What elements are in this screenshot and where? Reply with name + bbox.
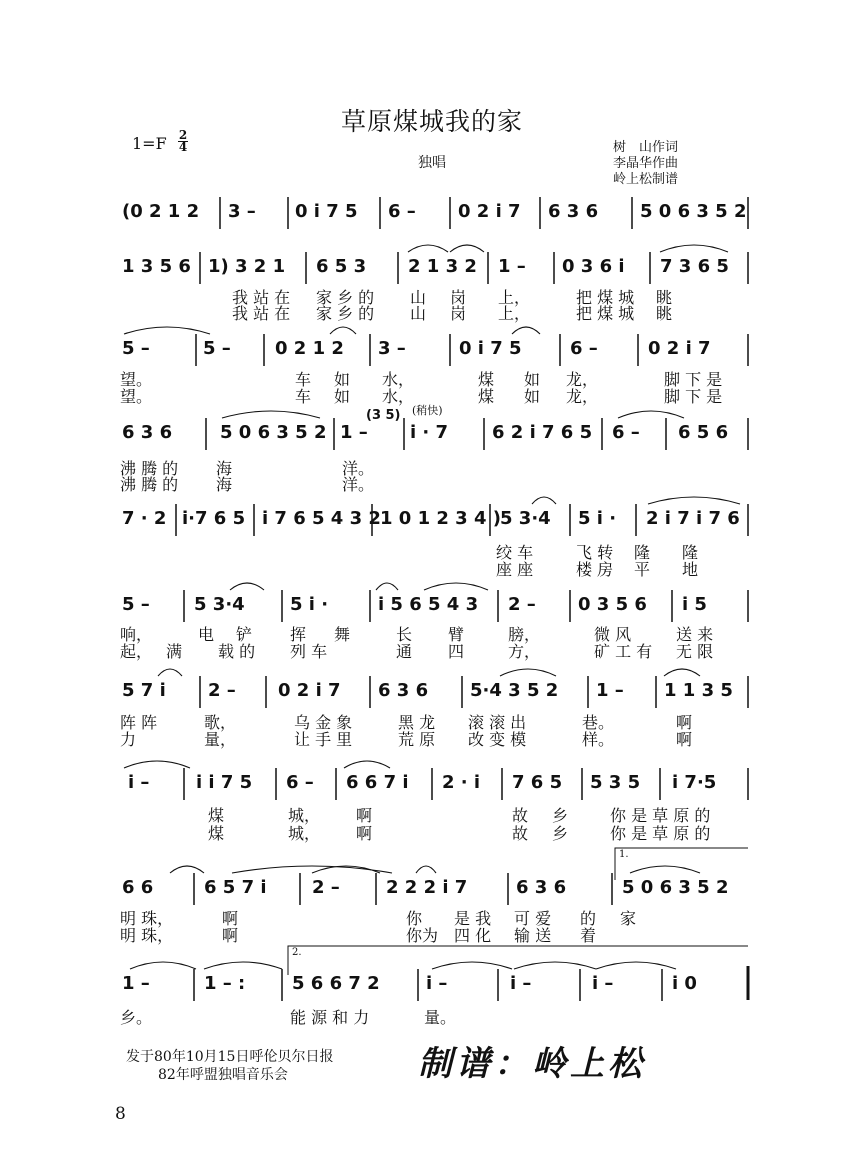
measure-notes: i 7 6 5 4 3 2	[262, 508, 381, 529]
lyric: 如	[524, 370, 541, 389]
lyric: 你 是 草 原 的	[610, 806, 711, 825]
lyric: 四 化	[454, 926, 492, 945]
slur-mark	[664, 669, 700, 676]
key-signature: 1=F	[132, 134, 167, 153]
composer-credit: 李晶华作曲	[613, 156, 679, 171]
lyric: 四	[448, 642, 465, 661]
measure-notes: 0 2 i 7	[278, 680, 341, 701]
slur-mark	[618, 411, 684, 418]
slur-mark	[330, 327, 356, 334]
page-number: 8	[115, 1104, 126, 1124]
lyric: 海	[216, 475, 233, 494]
measure-notes: 5 –	[122, 338, 150, 359]
measure-notes: 0 i 7 5	[459, 338, 522, 359]
slur-mark	[124, 761, 190, 768]
measure-notes: 6 –	[570, 338, 598, 359]
lyric: 水，	[382, 370, 415, 389]
lyric: 水，	[382, 387, 415, 406]
measure-notes: 5 3 5	[590, 772, 641, 793]
lyric: 铲	[236, 625, 253, 644]
slur-mark	[416, 866, 436, 873]
lyric: 啊	[222, 909, 239, 928]
lyric: 家 乡 的	[316, 304, 375, 323]
measure-notes: 5 6 6 7 2	[292, 973, 380, 994]
slur-mark	[424, 583, 488, 590]
measure-notes: i 5	[682, 594, 707, 615]
lyric: 绞 车	[496, 543, 534, 562]
lyric: 乡。	[120, 1008, 153, 1027]
lyric: 平	[634, 560, 651, 579]
lyric: 能 源 和 力	[290, 1008, 370, 1027]
lyricist-credit: 树 山作词	[613, 140, 679, 155]
measure-notes: 2 –	[312, 877, 340, 898]
lyric: 洋。	[342, 459, 375, 478]
lyric: 改 变 模	[468, 730, 527, 749]
measure-notes: 6 3 6	[516, 877, 567, 898]
measure-notes: 5 0 6 3 5 2	[220, 422, 327, 443]
lyric: 的	[580, 909, 597, 928]
lyric: 岗	[450, 288, 467, 307]
measure-notes: i 0	[672, 973, 697, 994]
lyric: 山	[410, 288, 427, 307]
measure-notes: 6 6 7 i	[346, 772, 409, 793]
measure-notes: i –	[592, 973, 614, 994]
slur-mark	[222, 411, 320, 418]
lyric: 城，	[288, 806, 321, 825]
publication-note: 发于80年10月15日呼伦贝尔日报	[126, 1049, 334, 1065]
lyric: 啊	[676, 730, 693, 749]
slur-mark	[596, 962, 676, 969]
transcriber-credit: 岭上松制谱	[613, 172, 679, 187]
lyric: 微 风	[594, 625, 632, 644]
lyric: 楼 房	[576, 560, 614, 579]
lyric: 煤	[208, 824, 225, 843]
slur-mark	[630, 866, 700, 873]
lyric: 乡	[552, 824, 569, 843]
lyric: 列 车	[290, 642, 328, 661]
lyric: 岗	[450, 304, 467, 323]
lyric: 故	[512, 824, 529, 843]
lyric: 望。	[120, 370, 153, 389]
lyric: 阵 阵	[120, 713, 158, 732]
lyric: 啊	[676, 713, 693, 732]
measure-notes: 6 3 6	[378, 680, 429, 701]
lyric: 乡	[552, 806, 569, 825]
measure-notes: 6 –	[612, 422, 640, 443]
measure-notes: 6 5 7 i	[204, 877, 267, 898]
lyric: 巷。	[582, 713, 615, 732]
song-title: 草原煤城我的家	[340, 107, 523, 136]
lyric: 车	[295, 387, 312, 406]
measure-notes: i·7 6 5	[182, 508, 246, 529]
measure-notes: 1 1 3 5	[664, 680, 733, 701]
measure-notes: 6 3 6	[122, 422, 173, 443]
lyric: 方，	[508, 642, 541, 661]
measure-notes: 6 3 6	[548, 201, 599, 222]
measure-notes: 3 –	[228, 201, 256, 222]
lyric: 无 限	[676, 642, 714, 661]
lyric: 你 是 草 原 的	[610, 824, 711, 843]
lyric: 乌 金 象	[294, 713, 353, 732]
slur-mark	[432, 962, 512, 969]
lyric: 起，	[120, 642, 153, 661]
slur-mark	[408, 245, 448, 252]
slur-mark	[158, 669, 182, 676]
measure-notes: 2 –	[208, 680, 236, 701]
lyric: 矿 工 有	[594, 642, 653, 661]
measure-notes: 0 2 1 2	[275, 338, 344, 359]
lyric: 海	[216, 459, 233, 478]
lyric: 满	[166, 642, 183, 661]
lyric: 眺	[656, 304, 673, 323]
measure-notes: 0 2 i 7	[458, 201, 521, 222]
lyric: 脚 下 是	[664, 370, 723, 389]
measure-notes: 0 i 7 5	[295, 201, 358, 222]
lyric: 我 站 在	[232, 288, 291, 307]
slur-mark	[450, 245, 484, 252]
lyric: 长	[396, 625, 413, 644]
lyric: 把 煤 城	[576, 304, 635, 323]
lyric: 膀，	[508, 625, 541, 644]
slur-mark	[230, 583, 264, 590]
lyric: 上，	[498, 288, 531, 307]
measure-notes: 7 · 2	[122, 508, 167, 529]
lyric: 如	[334, 370, 351, 389]
measure-notes: 5 0 6 3 5 2	[622, 877, 729, 898]
lyric: 煤	[478, 387, 495, 406]
measure-notes: 5·4 3 5 2	[470, 680, 559, 701]
lyric: 座 座	[496, 560, 534, 579]
lyric: 挥	[290, 625, 307, 644]
measure-notes: i –	[510, 973, 532, 994]
measure-notes: 1 –	[122, 973, 150, 994]
tempo-marking: (稍快)	[412, 404, 443, 417]
lyric: 隆	[682, 543, 699, 562]
measure-notes: 2 · i	[442, 772, 481, 793]
lyric: 隆	[634, 543, 651, 562]
measure-notes: 5 i ·	[290, 594, 329, 615]
lyric: 臂	[448, 625, 465, 644]
lyric: 明 珠，	[120, 926, 174, 945]
lyric: 车	[295, 370, 312, 389]
measure-notes: i i 7 5	[196, 772, 253, 793]
lyric: 家 乡 的	[316, 288, 375, 307]
performance-history-note: 82年呼盟独唱音乐会	[158, 1067, 288, 1083]
slur-mark	[512, 327, 540, 334]
measure-notes: 3 –	[378, 338, 406, 359]
measure-notes: 1 – :	[204, 973, 246, 994]
lyric: 沸 腾 的	[120, 459, 179, 478]
slur-mark	[376, 583, 398, 590]
measure-notes: i 5 6 5 4 3	[378, 594, 479, 615]
measure-notes: 1) 3 2 1	[208, 256, 286, 277]
lyric: 我 站 在	[232, 304, 291, 323]
lyric: 啊	[222, 926, 239, 945]
lyric: 电	[198, 625, 215, 644]
measure-notes: 5 3·4	[194, 594, 245, 615]
measure-notes: 2 i 7 i 7 6	[646, 508, 740, 529]
measure-notes: 5 3·4	[500, 508, 551, 529]
lyric: 量，	[204, 730, 237, 749]
lyric: 量。	[424, 1008, 457, 1027]
measure-notes: 6 5 3	[316, 256, 367, 277]
measure-notes: 5 7 i	[122, 680, 166, 701]
measure-notes: 2 1 3 2	[408, 256, 477, 277]
measure-notes: 2 –	[508, 594, 536, 615]
lyric: 你为	[406, 926, 439, 945]
lyric: 如	[334, 387, 351, 406]
measure-notes: 7 6 5	[512, 772, 563, 793]
slur-mark	[170, 866, 204, 873]
slur-mark	[124, 327, 210, 334]
lyric: 响，	[120, 625, 153, 644]
lyric: 荒 原	[398, 730, 436, 749]
volta-1-label: 1.	[619, 849, 629, 860]
lyric: 煤	[478, 370, 495, 389]
slur-mark	[532, 497, 556, 504]
slur-mark	[130, 962, 196, 969]
lyric: 飞 转	[576, 543, 614, 562]
lyric: 黑 龙	[398, 713, 436, 732]
measure-notes: i · 7	[410, 422, 449, 443]
volta-2-label: 2.	[292, 947, 302, 958]
lyric: 载 的	[218, 642, 256, 661]
lyric: 把 煤 城	[576, 288, 635, 307]
slur-mark	[660, 245, 728, 252]
lyric: 通	[396, 642, 413, 661]
lyric: 滚 滚 出	[468, 713, 527, 732]
slur-mark	[500, 669, 556, 676]
lyric: 家	[620, 909, 637, 928]
lyric: 歌，	[204, 713, 237, 732]
measure-notes: 2 2 2 i 7	[386, 877, 468, 898]
measure-notes: (0 2 1 2	[122, 201, 200, 222]
lyric: 送 来	[676, 625, 714, 644]
measure-notes: 1 –	[596, 680, 624, 701]
grace-notes: (3 5)	[366, 408, 401, 423]
time-signature-top: 2	[178, 128, 188, 142]
measure-notes: 6 5 6	[678, 422, 729, 443]
slur-mark	[204, 962, 282, 969]
measure-notes: 6 2 i 7 6 5	[492, 422, 593, 443]
measure-notes: 0 3 5 6	[578, 594, 647, 615]
measure-notes: 5 –	[203, 338, 231, 359]
slur-mark	[514, 962, 596, 969]
lyric: 煤	[208, 806, 225, 825]
lyric: 城，	[288, 824, 321, 843]
lyric: 样。	[582, 730, 615, 749]
measure-notes: 1 3 5 6	[122, 256, 191, 277]
lyric: 脚 下 是	[664, 387, 723, 406]
measure-notes: 1 –	[340, 422, 368, 443]
lyric: 可 爱	[514, 909, 552, 928]
lyric: 如	[524, 387, 541, 406]
lyric: 着	[580, 926, 597, 945]
measure-notes: 0 2 i 7	[648, 338, 711, 359]
performance-note: 独唱	[418, 155, 446, 171]
slur-mark	[648, 497, 740, 504]
lyric: 舞	[334, 625, 351, 644]
lyric: 洋。	[342, 475, 375, 494]
measure-notes: 6 –	[388, 201, 416, 222]
lyric: 故	[512, 806, 529, 825]
lyric: 沸 腾 的	[120, 475, 179, 494]
measure-notes: 5 –	[122, 594, 150, 615]
measure-notes: 6 –	[286, 772, 314, 793]
lyric: 让 手 里	[294, 730, 353, 749]
lyric: 地	[682, 560, 699, 579]
lyric: 龙，	[566, 370, 599, 389]
lyric: 啊	[356, 824, 373, 843]
lyric: 龙，	[566, 387, 599, 406]
slur-mark	[344, 761, 390, 768]
lyric: 你	[406, 909, 423, 928]
measure-notes: i –	[128, 772, 150, 793]
lyric: 上，	[498, 304, 531, 323]
lyric: 力	[120, 730, 137, 749]
lyric: 山	[410, 304, 427, 323]
lyric: 明 珠，	[120, 909, 174, 928]
measure-notes: 6 6	[122, 877, 154, 898]
measure-notes: 5 i ·	[578, 508, 617, 529]
lyric: 是 我	[454, 909, 492, 928]
lyric: 望。	[120, 387, 153, 406]
lyric: 啊	[356, 806, 373, 825]
measure-notes: 1 –	[498, 256, 526, 277]
lyric: 输 送	[514, 926, 552, 945]
measure-notes: i 7·5	[672, 772, 717, 793]
transcriber-signature: 制谱：岭上松	[418, 1044, 646, 1084]
time-signature-bottom: 4	[178, 140, 188, 154]
measure-notes: 7 3 6 5	[660, 256, 729, 277]
measure-notes: 5 0 6 3 5 2	[640, 201, 747, 222]
measure-notes: 1 0 1 2 3 4 )	[380, 508, 501, 529]
measure-notes: 0 3 6 i	[562, 256, 625, 277]
measure-notes: i –	[426, 973, 448, 994]
lyric: 眺	[656, 288, 673, 307]
